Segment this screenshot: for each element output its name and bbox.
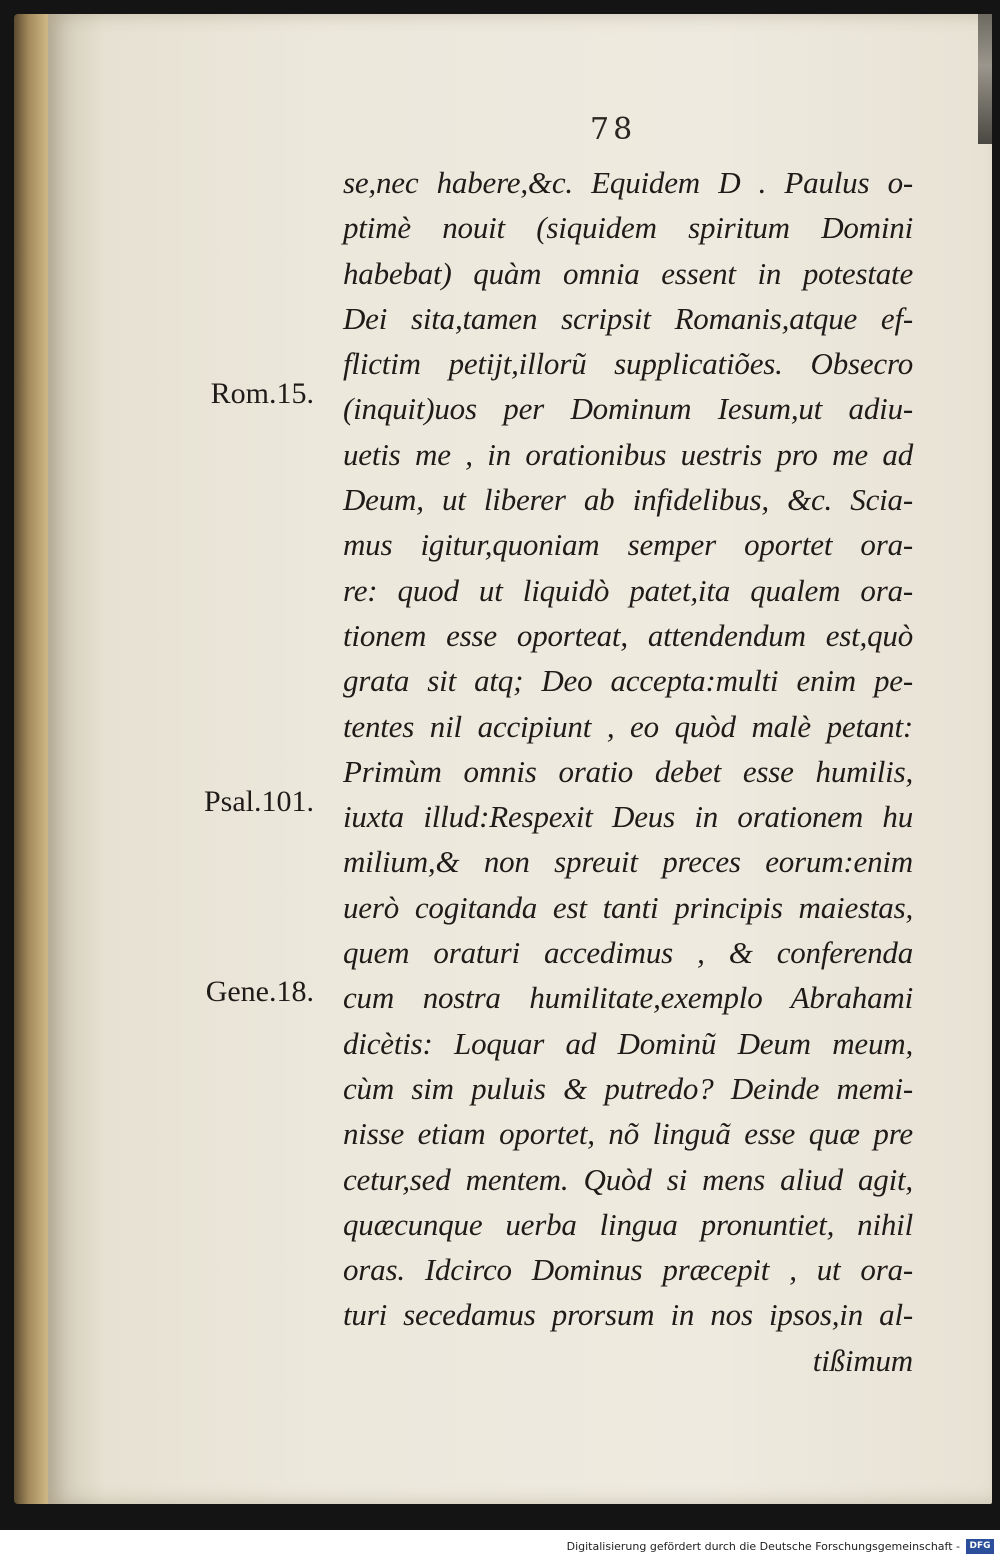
margin-note-gene: Gene.18. xyxy=(205,975,314,1008)
text-line: habebat) quàm omnia essent in potestate xyxy=(343,255,913,291)
text-line: cum nostra humilitate,exemplo Abrahami xyxy=(343,980,913,1016)
text-line: flictim petijt,illorũ supplicatiões. Obsecro xyxy=(343,346,913,382)
text-line: re: quod ut liquidò patet,ita qualem ora- xyxy=(343,572,913,608)
footer-credit: Digitalisierung gefördert durch die Deutsche Forschungsgemeinschaft - xyxy=(566,1540,960,1553)
text-line: iuxta illud:Respexit Deus in orationem hu xyxy=(343,799,913,835)
text-line: quæcunque uerba lingua pronuntiet, nihil xyxy=(343,1206,913,1242)
footer-bar xyxy=(0,1530,1000,1564)
text-line: turi secedamus prorsum in nos ipsos,in al- xyxy=(343,1297,913,1333)
dfg-logo: DFG xyxy=(966,1539,994,1554)
margin-note-psal: Psal.101. xyxy=(203,785,314,818)
text-line: cùm sim puluis & putredo? Deinde memi- xyxy=(343,1070,913,1106)
text-line: quem oraturi accedimus , & conferenda xyxy=(343,935,913,971)
text-line: ptimè nouit (siquidem spiritum Domini xyxy=(343,210,913,246)
page-clip xyxy=(978,14,992,144)
text-line: nisse etiam oportet, nõ linguã esse quæ pre xyxy=(343,1116,913,1152)
text-line: tentes nil accipiunt , eo quòd malè petant: xyxy=(343,708,913,744)
text-line: grata sit atq; Deo accepta:multi enim pe- xyxy=(343,663,913,699)
text-line: (inquit)uos per Dominum Iesum,ut adiu- xyxy=(343,391,913,427)
catchword: tißimum xyxy=(812,1342,913,1378)
text-line: uerò cogitanda est tanti principis maiestas, xyxy=(343,889,913,925)
text-line: Deum, ut liberer ab infidelibus, &c. Scia- xyxy=(343,482,913,518)
margin-note-rom: Rom.15. xyxy=(210,377,314,410)
page-number: 78 xyxy=(590,112,637,147)
text-line: uetis me , in orationibus uestris pro me ad xyxy=(343,436,913,472)
text-line: cetur,sed mentem. Quòd si mens aliud agit, xyxy=(343,1161,913,1197)
body-text xyxy=(343,160,913,1383)
text-line: tionem esse oporteat, attendendum est,quò xyxy=(343,617,913,653)
text-line: mus igitur,quoniam semper oportet ora- xyxy=(343,527,913,563)
text-line: milium,& non spreuit preces eorum:enim xyxy=(343,844,913,880)
text-line: se,nec habere,&c. Equidem D . Paulus o- xyxy=(343,165,913,200)
text-line: Primùm omnis oratio debet esse humilis, xyxy=(343,753,913,789)
text-line: dicètis: Loquar ad Dominũ Deum meum, xyxy=(343,1025,913,1061)
text-line: oras. Idcirco Dominus præcepit , ut ora- xyxy=(343,1252,913,1288)
text-line: Dei sita,tamen scripsit Romanis,atque ef- xyxy=(343,300,913,336)
